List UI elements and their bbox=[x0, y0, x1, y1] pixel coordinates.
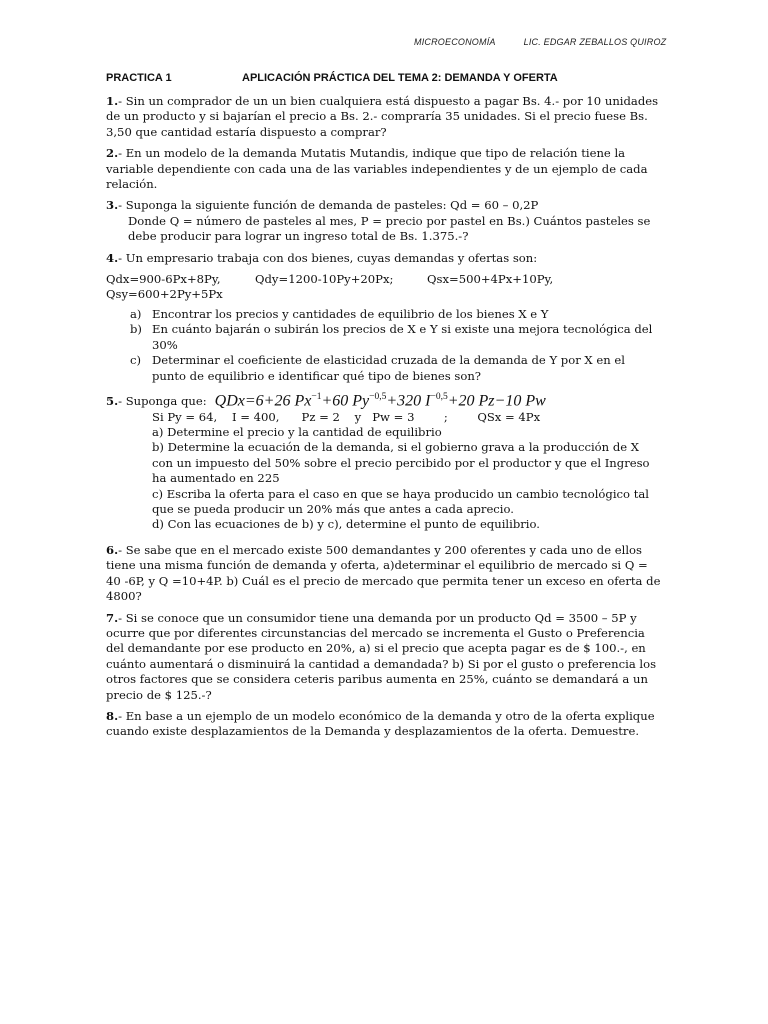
sub-question-letter: b) bbox=[130, 322, 142, 337]
practice-topic: APLICACIÓN PRÁCTICA DEL TEMA 2: DEMANDA Y OFERTA bbox=[242, 72, 558, 84]
page-header bbox=[414, 37, 666, 47]
exercise-8 bbox=[106, 709, 662, 740]
exercise-number: 6. bbox=[106, 542, 119, 557]
given-values: Si Py = 64, I = 400, Pz = 2 y Pw = 3 ; QSx = 4Px bbox=[152, 409, 541, 424]
exercise-3 bbox=[106, 198, 662, 244]
exercise-lead: - Suponga que: bbox=[118, 394, 207, 409]
sub-question-a: a) Determine el precio y la cantidad de equilibrio bbox=[152, 425, 442, 440]
exercise-list bbox=[106, 94, 662, 746]
exercise-number: 8. bbox=[106, 708, 119, 723]
sub-question-text: Determinar el coeficiente de elasticidad cruzada de la demanda de Y por X en el punto de equilibrio e identificar qué tipo de bienes son? bbox=[152, 353, 625, 383]
exercise-text: - Un empresario trabaja con dos bienes, cuyas demandas y ofertas son: bbox=[118, 250, 538, 265]
exercise-text: - En base a un ejemplo de un modelo económico de la demanda y otro de la oferta explique cuando existe desplazamientos de la Demanda y desplazamientos de la oferta. Demuestre. bbox=[106, 708, 655, 739]
eq-part: QDx=6+26 Px bbox=[214, 392, 312, 410]
practice-title bbox=[106, 72, 558, 84]
exercise-text: - Sin un comprador de un un bien cualquiera está dispuesto a pagar Bs. 4.- por 10 unidades de un producto y si bajarían el precio a Bs. 2.- compraría 35 unidades. Si el precio fuese Bs. 3,50 que cantidad estaría dispuesto a comprar? bbox=[106, 94, 659, 139]
sub-question bbox=[130, 322, 662, 353]
sub-question-d: d) Con las ecuaciones de b) y c), determine el punto de equilibrio. bbox=[152, 517, 540, 532]
equation-row bbox=[106, 272, 662, 287]
exercise-text: - En un modelo de la demanda Mutatis Mutandis, indique que tipo de relación tiene la variable dependiente con cada una de las variables independientes y de un ejemplo de cada relación. bbox=[106, 146, 648, 192]
exercise-number: 5. bbox=[106, 394, 119, 409]
exercise-5 bbox=[106, 390, 662, 533]
equation-qsy: Qsy=600+2Py+5Px bbox=[106, 287, 223, 302]
eq-part: +60 Py bbox=[321, 392, 370, 410]
exercise-text: - Si se conoce que un consumidor tiene una demanda por un producto Qd = 3500 – 5P y ocurre que por diferentes circunstancias del mercado se incrementa el Gusto o Preferencia del demandante por ese producto en 20%, a) si el precio que acepta pagar es de $ 100.-, en cuánto aumentará o disminuirá la cantidad a demandada? b) Si por el gusto o preferencia los otros factores que se considera ceteris paribus aumenta en 25%, cuánto se demandará a un precio de $ 125.-? bbox=[106, 610, 657, 702]
exercise-2 bbox=[106, 146, 662, 192]
exercise-4 bbox=[106, 251, 662, 384]
sub-question-list bbox=[106, 307, 662, 384]
header-teacher: LIC. EDGAR ZEBALLOS QUIROZ bbox=[523, 37, 667, 47]
sub-question-text: En cuánto bajarán o subirán los precios de X e Y si existe una mejora tecnológica del 30% bbox=[152, 322, 653, 352]
equation-qsx: Qsx=500+4Px+10Py, bbox=[427, 272, 554, 287]
eq-part: +320 I bbox=[386, 392, 431, 410]
sub-question-b: b) Determine la ecuación de la demanda, si el gobierno grava a la producción de X con un impuesto del 50% sobre el precio percibido por el productor y que el Ingreso ha aumentado en 225 bbox=[152, 440, 650, 486]
sub-question-c: c) Escriba la oferta para el caso en que se haya producido un cambio tecnológico tal que se pueda producir un 20% más que antes a cada aprecio. bbox=[152, 486, 649, 517]
exercise-1 bbox=[106, 94, 662, 140]
eq-part: +20 Pz−10 Pw bbox=[447, 392, 546, 410]
exercise-number: 1. bbox=[106, 94, 119, 108]
sub-question-text: Encontrar los precios y cantidades de equilibrio de los bienes X e Y bbox=[152, 306, 549, 321]
exercise-text-continued: Donde Q = número de pasteles al mes, P = precio por pastel en Bs.) Cuántos pasteles se debe producir para lograr un ingreso total de Bs. 1.375.-? bbox=[128, 213, 651, 244]
sub-question-letter: c) bbox=[130, 353, 142, 368]
eq-exponent: −1 bbox=[311, 391, 322, 402]
exercise-6 bbox=[106, 543, 662, 605]
exercise-number: 7. bbox=[106, 610, 119, 625]
header-course: MICROECONOMÍA bbox=[414, 37, 496, 47]
practice-number: PRACTICA 1 bbox=[106, 72, 172, 84]
eq-exponent: −0,5 bbox=[369, 391, 387, 402]
exercise-number: 4. bbox=[106, 250, 119, 265]
exercise-text: - Suponga la siguiente función de demanda de pasteles: Qd = 60 – 0,2P bbox=[118, 198, 539, 213]
exercise-7 bbox=[106, 611, 662, 703]
exercise-text: - Se sabe que en el mercado existe 500 demandantes y 200 oferentes y cada uno de ellos tiene una misma función de demanda y oferta, a)determinar el equilibrio de mercado si Q = 40 -6P, y Q =10+4P. b) Cuál es el precio de mercado que permita tener un exceso en oferta de 4800? bbox=[106, 542, 661, 604]
equation-qdy: Qdy=1200-10Py+20Px; bbox=[255, 272, 394, 287]
demand-equation bbox=[215, 390, 546, 409]
exercise-number: 3. bbox=[106, 198, 119, 213]
equation-qdx: Qdx=900-6Px+8Py, bbox=[106, 272, 221, 287]
sub-question-letter: a) bbox=[130, 306, 142, 321]
exercise-number: 2. bbox=[106, 146, 119, 161]
eq-exponent: −0,5 bbox=[430, 391, 448, 402]
sub-question bbox=[130, 353, 662, 384]
sub-question bbox=[130, 307, 662, 322]
